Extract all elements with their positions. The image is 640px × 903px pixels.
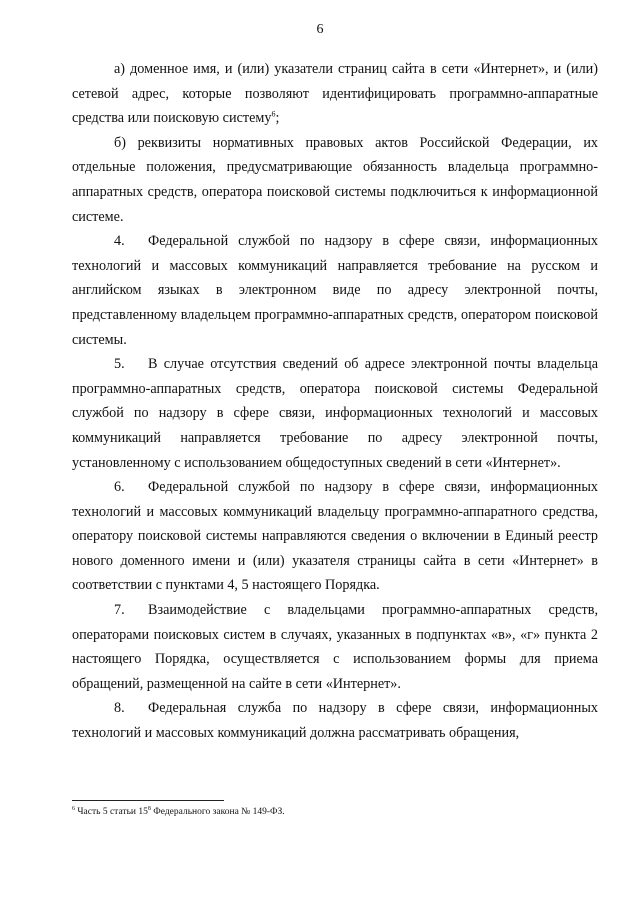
paragraph-number: 7. bbox=[114, 602, 125, 619]
paragraph-text: Федеральная служба по надзору в сфере связи, информационных технологий и массовых коммуникаций должна рассматривать обращения, bbox=[72, 700, 598, 742]
paragraph-text: В случае отсутствия сведений об адресе электронной почты владельца программно-аппаратных средств, оператора поисковой системы Федеральной службой по надзору в сфере связи, информационных технологий и массовых коммуникаций направляется требование по адресу электронной почты, установленному с использованием общедоступных сведений в сети «Интернет». bbox=[72, 356, 598, 471]
paragraph-text: Взаимодействие с владельцами программно-аппаратных средств, операторами поисковых систем в случаях, указанных в подпунктах «в», «г» пункта 2 настоящего Порядка, осуществляется с использованием формы для приема обращений, размещенной на сайте в сети «Интернет». bbox=[72, 602, 598, 692]
footnote bbox=[72, 806, 598, 818]
footnote-text-end: Федерального закона № 149-ФЗ. bbox=[150, 807, 285, 817]
paragraph-b bbox=[72, 131, 598, 229]
paragraph-text: Федеральной службой по надзору в сфере связи, информационных технологий и массовых коммуникаций направляется требование на русском и английском языках в электронном виде по адресу электронной почты, представленному владельцем программно-аппаратных средств, оператором поисковой системы. bbox=[72, 233, 598, 348]
paragraph-6 bbox=[72, 475, 598, 598]
paragraph-number: 5. bbox=[114, 356, 125, 373]
footnote-separator bbox=[72, 800, 224, 801]
footnote-mark: 6 bbox=[72, 805, 75, 812]
document-body bbox=[72, 57, 598, 746]
paragraph-a bbox=[72, 57, 598, 131]
paragraph-text: а) доменное имя, и (или) указатели страниц сайта в сети «Интернет», и (или) сетевой адрес, которые позволяют идентифицировать программно-аппаратные средства или поисковую систему bbox=[72, 61, 598, 127]
paragraph-number: 4. bbox=[114, 233, 125, 250]
paragraph-text: Федеральной службой по надзору в сфере связи, информационных технологий и массовых коммуникаций владельцу программно-аппаратного средства, оператору поисковой системы направляются сведения о включении в Единый реестр нового доменного имени и (или) указателя страницы сайта в сети «Интернет» в соответствии с пунктами 4, 5 настоящего Порядка. bbox=[72, 479, 598, 594]
paragraph-5 bbox=[72, 352, 598, 475]
paragraph-tail: ; bbox=[275, 110, 280, 127]
paragraph-text: б) реквизиты нормативных правовых актов Российской Федерации, их отдельные положения, предусматривающие обязанность владельца программно-аппаратных средств, оператора поисковой системы подключиться к информационной системе. bbox=[72, 134, 598, 225]
footnote-text: Часть 5 статьи 15 bbox=[75, 807, 148, 817]
paragraph-number: 6. bbox=[114, 479, 125, 496]
paragraph-7 bbox=[72, 598, 598, 696]
paragraph-number: 8. bbox=[114, 700, 125, 717]
footnote-superscript: 8 bbox=[147, 805, 151, 812]
page-number: 6 bbox=[316, 22, 324, 37]
footnote-reference: 6 bbox=[271, 109, 276, 119]
paragraph-8 bbox=[72, 696, 598, 745]
paragraph-4 bbox=[72, 229, 598, 352]
